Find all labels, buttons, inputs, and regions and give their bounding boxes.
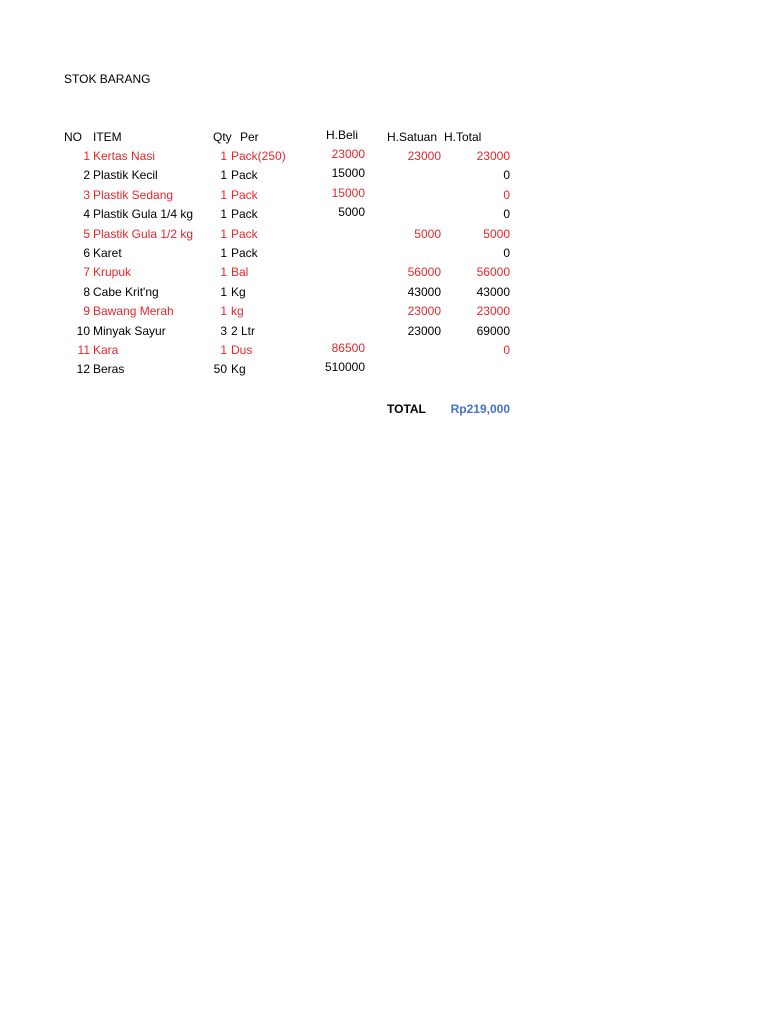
- cell-htotal: 0: [503, 246, 510, 260]
- cell-item: Beras: [93, 362, 125, 376]
- cell-per: Pack: [231, 207, 258, 221]
- cell-hbeli: 15000: [331, 186, 365, 200]
- cell-per: Pack: [231, 168, 258, 182]
- cell-qty: 1: [220, 246, 227, 260]
- cell-per: Kg: [231, 285, 246, 299]
- cell-item: Plastik Gula 1/2 kg: [93, 227, 194, 241]
- cell-hbeli: 23000: [331, 147, 365, 161]
- header-qty: Qty: [213, 130, 232, 144]
- cell-qty: 3: [220, 324, 227, 338]
- header-hbeli: H.Beli: [326, 128, 359, 142]
- cell-qty: 1: [220, 149, 227, 163]
- cell-no: 4: [83, 207, 90, 221]
- cell-no: 8: [83, 285, 90, 299]
- cell-item: Minyak Sayur: [93, 324, 166, 338]
- cell-per: Pack: [231, 246, 258, 260]
- cell-no: 9: [83, 304, 90, 318]
- cell-hbeli: 15000: [331, 166, 365, 180]
- cell-hsatuan: 5000: [414, 227, 441, 241]
- cell-item: Karet: [93, 246, 122, 260]
- cell-hsatuan: 23000: [407, 304, 441, 318]
- cell-qty: 1: [220, 265, 227, 279]
- cell-hbeli: 510000: [324, 360, 365, 374]
- header-item: ITEM: [93, 130, 122, 144]
- cell-hbeli: 5000: [338, 205, 365, 219]
- cell-htotal: 56000: [476, 265, 510, 279]
- cell-htotal: 23000: [476, 149, 510, 163]
- cell-hbeli: 86500: [331, 341, 365, 355]
- cell-per: 2 Ltr: [231, 324, 256, 338]
- cell-per: Pack: [231, 227, 258, 241]
- cell-item: Plastik Kecil: [93, 168, 158, 182]
- cell-hsatuan: 23000: [407, 149, 441, 163]
- cell-no: 1: [83, 149, 90, 163]
- cell-qty: 1: [220, 207, 227, 221]
- cell-item: Kara: [93, 343, 119, 357]
- cell-htotal: 43000: [476, 285, 510, 299]
- cell-item: Krupuk: [93, 265, 132, 279]
- cell-qty: 50: [213, 362, 227, 376]
- cell-htotal: 23000: [476, 304, 510, 318]
- cell-per: Bal: [231, 265, 249, 279]
- header-hsatuan: H.Satuan: [387, 130, 438, 144]
- cell-no: 3: [83, 188, 90, 202]
- sheet-title: STOK BARANG: [64, 72, 151, 86]
- cell-htotal: 69000: [476, 324, 510, 338]
- cell-per: Pack: [231, 188, 258, 202]
- cell-item: Bawang Merah: [93, 304, 174, 318]
- cell-qty: 1: [220, 227, 227, 241]
- cell-per: Dus: [231, 343, 253, 357]
- cell-no: 11: [77, 343, 90, 357]
- cell-per: Pack(250): [231, 149, 286, 163]
- cell-hsatuan: 56000: [407, 265, 441, 279]
- cell-qty: 1: [220, 304, 227, 318]
- cell-item: Cabe Krit'ng: [93, 285, 159, 299]
- cell-htotal: 0: [503, 168, 510, 182]
- cell-qty: 1: [220, 168, 227, 182]
- header-per: Per: [240, 130, 259, 144]
- cell-htotal: 5000: [483, 227, 510, 241]
- cell-item: Plastik Sedang: [93, 188, 174, 202]
- cell-hsatuan: 23000: [407, 324, 441, 338]
- cell-no: 2: [83, 168, 90, 182]
- cell-htotal: 0: [503, 207, 510, 221]
- total-label: TOTAL: [387, 402, 426, 416]
- cell-htotal: 0: [503, 343, 510, 357]
- header-htotal: H.Total: [444, 130, 482, 144]
- cell-hsatuan: 43000: [407, 285, 441, 299]
- cell-qty: 1: [220, 343, 227, 357]
- cell-item: Plastik Gula 1/4 kg: [93, 207, 194, 221]
- cell-no: 12: [76, 362, 90, 376]
- total-value: Rp219,000: [450, 402, 510, 416]
- cell-no: 7: [83, 265, 90, 279]
- cell-no: 10: [76, 324, 90, 338]
- cell-htotal: 0: [503, 188, 510, 202]
- cell-per: Kg: [231, 362, 246, 376]
- cell-item: Kertas Nasi: [93, 149, 156, 163]
- header-no: NO: [64, 130, 82, 144]
- cell-no: 5: [83, 227, 90, 241]
- cell-no: 6: [83, 246, 90, 260]
- cell-qty: 1: [220, 188, 227, 202]
- cell-qty: 1: [220, 285, 227, 299]
- cell-per: kg: [231, 304, 244, 318]
